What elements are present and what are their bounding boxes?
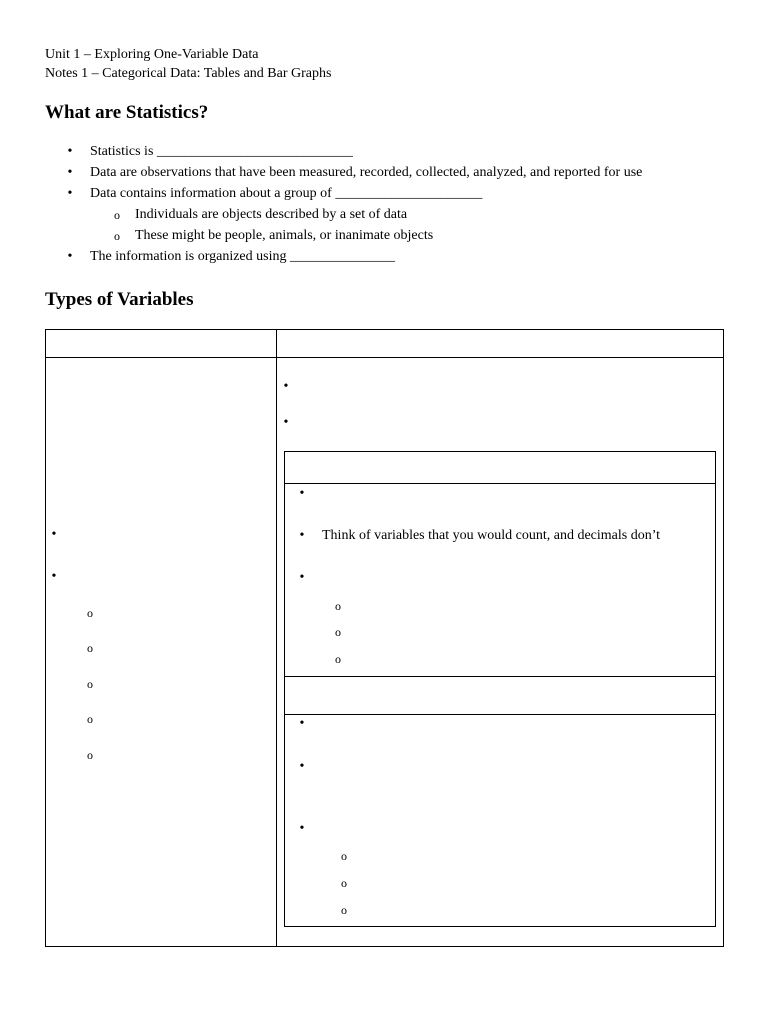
bullet-organized-using: The information is organized using _______________ xyxy=(90,249,395,264)
circle-bullet-icon: o xyxy=(335,652,341,666)
circle-bullet-icon: o xyxy=(87,606,93,620)
circle-bullet-icon: o xyxy=(87,641,93,655)
bullet-icon: • xyxy=(67,165,73,180)
circle-bullet-icon: o xyxy=(114,229,120,243)
bullet-icon: • xyxy=(51,569,57,584)
unit-title: Unit 1 – Exploring One-Variable Data xyxy=(45,47,259,62)
section-heading-statistics: What are Statistics? xyxy=(45,102,209,123)
nested-header-divider xyxy=(284,483,716,484)
bullet-data-group: Data contains information about a group of _____________________ xyxy=(90,186,483,201)
circle-bullet-icon: o xyxy=(335,625,341,639)
bullet-icon: • xyxy=(67,249,73,264)
sub-bullet-individuals: Individuals are objects described by a set of data xyxy=(135,207,408,222)
bullet-icon: • xyxy=(67,144,73,159)
discrete-variable-note: Think of variables that you would count, and decimals don’t xyxy=(322,528,661,543)
bullet-icon: • xyxy=(299,716,305,731)
bullet-icon: • xyxy=(299,759,305,774)
circle-bullet-icon: o xyxy=(114,208,120,222)
bullet-icon: • xyxy=(67,186,73,201)
notes-title: Notes 1 – Categorical Data: Tables and Bar Graphs xyxy=(45,66,332,81)
table-column-divider xyxy=(276,329,277,947)
bullet-icon: • xyxy=(299,486,305,501)
bullet-icon: • xyxy=(299,570,305,585)
circle-bullet-icon: o xyxy=(335,599,341,613)
sub-bullet-examples: These might be people, animals, or inanimate objects xyxy=(135,228,434,243)
bullet-data-definition: Data are observations that have been measured, recorded, collected, analyzed, and reported for use xyxy=(90,165,643,180)
nested-section-divider xyxy=(284,676,716,677)
bullet-icon: • xyxy=(299,528,305,543)
bullet-icon: • xyxy=(51,527,57,542)
circle-bullet-icon: o xyxy=(341,903,347,917)
bullet-icon: • xyxy=(299,821,305,836)
nested-header-divider-2 xyxy=(284,714,716,715)
bullet-icon: • xyxy=(283,379,289,394)
bullet-icon: • xyxy=(283,415,289,430)
circle-bullet-icon: o xyxy=(87,677,93,691)
circle-bullet-icon: o xyxy=(341,849,347,863)
bullet-statistics-definition: Statistics is ____________________________ xyxy=(90,144,353,159)
circle-bullet-icon: o xyxy=(341,876,347,890)
circle-bullet-icon: o xyxy=(87,748,93,762)
circle-bullet-icon: o xyxy=(87,712,93,726)
table-header-divider xyxy=(45,357,724,358)
section-heading-variables: Types of Variables xyxy=(45,289,194,310)
